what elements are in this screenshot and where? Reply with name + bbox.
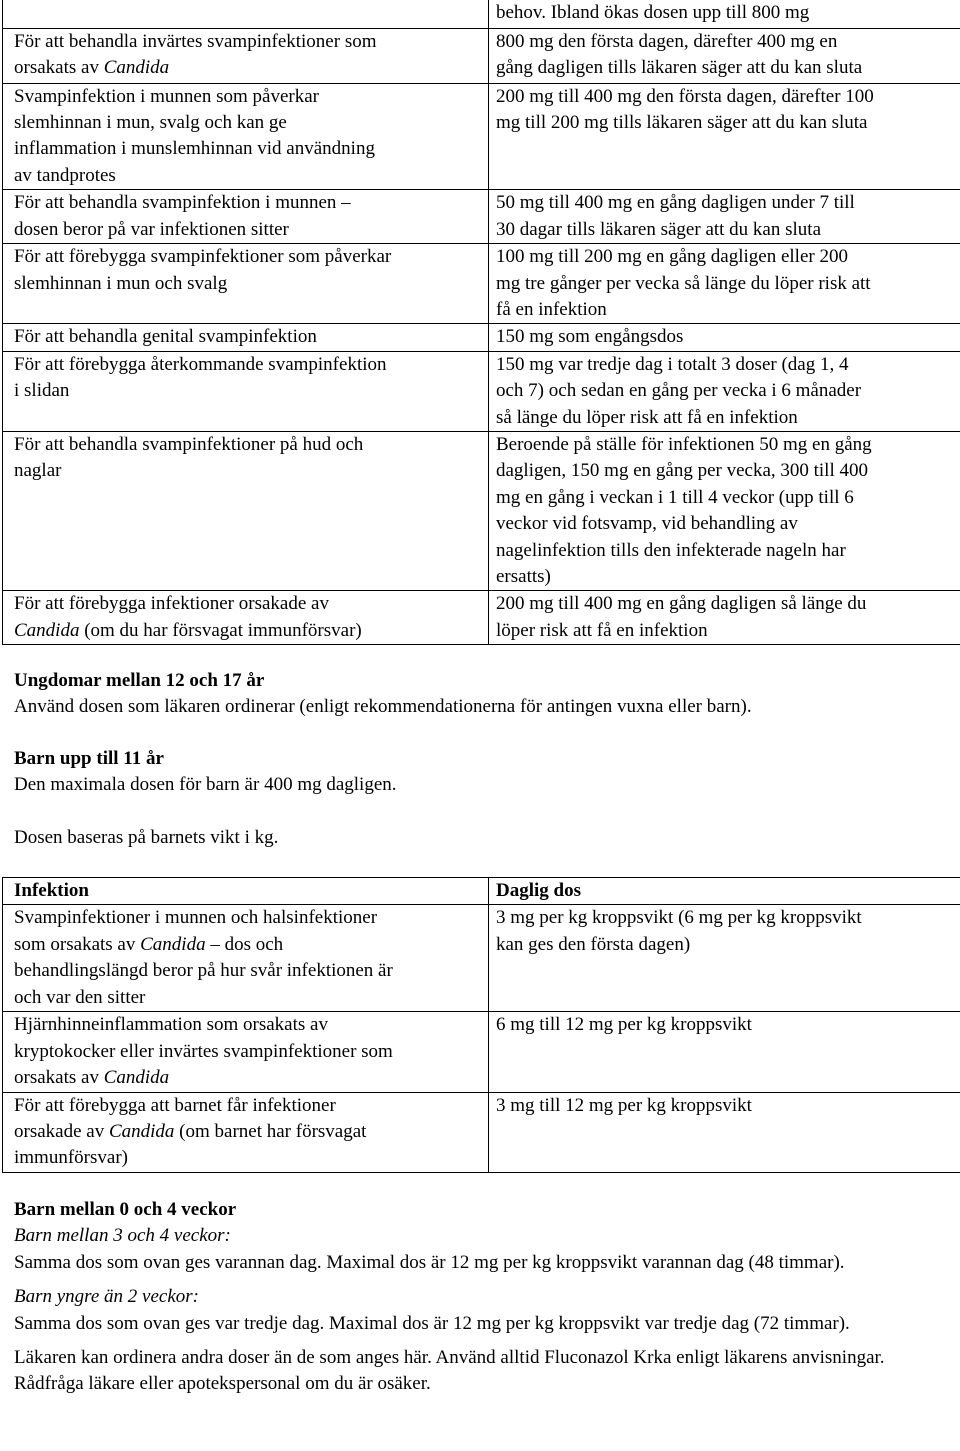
- candida-term: Candida: [14, 619, 80, 641]
- indication-text: immunförsvar): [14, 1147, 128, 1169]
- indication-text: orsakats av: [14, 1067, 104, 1089]
- adult-dosage-table: [2, 0, 960, 645]
- indication-cell: [3, 1092, 489, 1172]
- column-header: Daglig dos: [496, 880, 581, 901]
- candida-term: Candida: [103, 56, 170, 78]
- dose-text: 50 mg till 400 mg en gång dagligen under 7 till: [496, 192, 855, 214]
- indication-cell: [3, 190, 489, 244]
- dose-cell: [489, 324, 960, 351]
- dose-cell: [489, 190, 960, 244]
- table-row: [3, 28, 960, 83]
- dose-text: dagligen, 150 mg en gång per vecka, 300 till 400: [496, 460, 868, 482]
- dose-text: veckor vid fotsvamp, vid behandling av: [496, 513, 798, 535]
- dose-cell: [489, 83, 960, 190]
- candida-term: Candida: [103, 1067, 170, 1089]
- indication-text: Hjärnhinneinflammation som orsakats av: [14, 1014, 328, 1036]
- dose-text: 3 mg till 12 mg per kg kroppsvikt: [496, 1094, 752, 1116]
- dose-text: 30 dagar tills läkaren säger att du kan sluta: [496, 218, 822, 240]
- indication-text: inflammation i munslemhinnan vid användning: [14, 138, 375, 160]
- header-cell: [3, 878, 489, 905]
- dose-cell: [489, 351, 960, 431]
- subheading: Barn mellan 3 och 4 veckor:: [14, 1225, 231, 1247]
- indication-cell: [3, 324, 489, 351]
- dose-text: 200 mg till 400 mg en gång dagligen så länge du: [496, 593, 867, 615]
- indication-cell: [3, 351, 489, 431]
- indication-text: [14, 932, 480, 958]
- table-row: [3, 591, 960, 645]
- indication-text: [14, 55, 480, 81]
- closing-text: Läkaren kan ordinera andra doser än de som anges här. Använd alltid Fluconazol Krka enligt läkarens anvisningar. Rådfråga läkare eller apotekspersonal om du är osäker.: [14, 1347, 885, 1395]
- header-cell: [489, 878, 960, 905]
- dose-cell: [489, 1012, 960, 1092]
- dose-text: Beroende på ställe för infektionen 50 mg en gång: [496, 433, 872, 455]
- indication-cell: [3, 28, 489, 83]
- section-heading: Barn upp till 11 år: [14, 748, 164, 769]
- indication-text: naglar: [14, 460, 62, 482]
- indication-text: För att behandla invärtes svampinfektioner som: [14, 30, 377, 52]
- column-header: Infektion: [14, 880, 89, 901]
- indication-text: [14, 618, 480, 644]
- candida-term: Candida: [108, 1121, 175, 1143]
- indication-text: För att behandla genital svampinfektion: [14, 326, 317, 348]
- dose-cell: [489, 431, 960, 590]
- indication-cell: [3, 1012, 489, 1092]
- dose-cell: [489, 1092, 960, 1172]
- dose-text: kan ges den första dagen): [496, 933, 691, 955]
- table-row: [3, 324, 960, 351]
- dose-text: 800 mg den första dagen, därefter 400 mg en: [496, 30, 838, 52]
- dose-text: mg till 200 mg tills läkaren säger att du kan sluta: [496, 111, 868, 133]
- indication-text: orsakade av: [14, 1121, 109, 1143]
- dose-text: så länge du löper risk att få en infektion: [496, 406, 798, 428]
- table-row: [3, 1012, 960, 1092]
- dose-cell: [489, 244, 960, 324]
- indication-cell: [3, 0, 489, 28]
- dose-text: få en infektion: [496, 298, 607, 320]
- indication-text: (om du har försvagat immunförsvar): [79, 619, 362, 641]
- indication-text: behandlingslängd beror på hur svår infektionen är: [14, 960, 393, 982]
- children-dosage-table: [2, 877, 960, 1173]
- indication-text: För att förebygga infektioner orsakade av: [14, 593, 329, 615]
- indication-cell: [3, 431, 489, 590]
- section-text: Använd dosen som läkaren ordinerar (enligt rekommendationerna för antingen vuxna eller barn).: [14, 696, 752, 718]
- indication-cell: [3, 244, 489, 324]
- indication-text: av tandprotes: [14, 164, 116, 186]
- indication-text: slemhinnan i mun och svalg: [14, 272, 228, 294]
- dose-text: behov. Ibland ökas dosen upp till 800 mg: [496, 2, 810, 23]
- indication-text: och var den sitter: [14, 986, 146, 1008]
- indication-text: Svampinfektion i munnen som påverkar: [14, 85, 319, 107]
- indication-text: För att förebygga att barnet får infektioner: [14, 1094, 336, 1116]
- table-row: [3, 83, 960, 190]
- section-text: Den maximala dosen för barn är 400 mg dagligen.: [14, 774, 397, 796]
- indication-text: För att behandla svampinfektion i munnen –: [14, 192, 351, 214]
- dose-text: löper risk att få en infektion: [496, 619, 708, 641]
- table-row: [3, 244, 960, 324]
- dose-text: ersatts): [496, 566, 551, 587]
- indication-text: orsakats av: [14, 56, 104, 78]
- indication-text: – dos och: [205, 933, 284, 955]
- dose-cell: [489, 591, 960, 645]
- dose-text: och 7) och sedan en gång per vecka i 6 månader: [496, 380, 862, 402]
- indication-text: För att förebygga återkommande svampinfektion: [14, 353, 387, 375]
- indication-text: [14, 1065, 480, 1091]
- indication-text: För att förebygga svampinfektioner som påverkar: [14, 246, 392, 268]
- table-row: [3, 1092, 960, 1172]
- indication-text: Svampinfektioner i munnen och halsinfektioner: [14, 907, 378, 929]
- dose-cell: [489, 0, 960, 28]
- dose-cell: [489, 28, 960, 83]
- dose-text: nagelinfektion tills den infekterade nageln har: [496, 539, 846, 561]
- indication-text: som orsakats av: [14, 933, 141, 955]
- indication-text: dosen beror på var infektionen sitter: [14, 218, 289, 240]
- indication-cell: [3, 905, 489, 1012]
- section-heading: Ungdomar mellan 12 och 17 år: [14, 670, 265, 691]
- dose-cell: [489, 905, 960, 1012]
- section-text: Samma dos som ovan ges varannan dag. Maximal dos är 12 mg per kg kroppsvikt varannan dag (48 timmar).: [14, 1251, 845, 1273]
- teens-section: [14, 668, 944, 721]
- children-section: [14, 746, 944, 851]
- newborn-section: [14, 1197, 944, 1398]
- indication-text: i slidan: [14, 380, 70, 402]
- candida-term: Candida: [140, 933, 206, 955]
- dose-text: 3 mg per kg kroppsvikt (6 mg per kg kroppsvikt: [496, 907, 862, 929]
- dose-text: gång dagligen tills läkaren säger att du kan sluta: [496, 56, 863, 78]
- table-header-row: [3, 878, 960, 905]
- section-text: Samma dos som ovan ges var tredje dag. Maximal dos är 12 mg per kg kroppsvikt var tredje dag (72 timmar).: [14, 1312, 850, 1334]
- indication-cell: [3, 83, 489, 190]
- dose-text: mg tre gånger per vecka så länge du löper risk att: [496, 272, 871, 294]
- table-row: [3, 431, 960, 590]
- dose-text: 200 mg till 400 mg den första dagen, därefter 100: [496, 85, 874, 107]
- dose-text: 6 mg till 12 mg per kg kroppsvikt: [496, 1014, 752, 1036]
- indication-text: slemhinnan i mun, svalg och kan ge: [14, 111, 287, 133]
- dose-text: 150 mg som engångsdos: [496, 326, 684, 348]
- section-text: Dosen baseras på barnets vikt i kg.: [14, 826, 279, 848]
- dose-text: 150 mg var tredje dag i totalt 3 doser (dag 1, 4: [496, 353, 849, 375]
- indication-text: kryptokocker eller invärtes svampinfektioner som: [14, 1040, 393, 1062]
- subheading: Barn yngre än 2 veckor:: [14, 1286, 200, 1308]
- table-row: [3, 351, 960, 431]
- dose-text: 100 mg till 200 mg en gång dagligen eller 200: [496, 246, 848, 268]
- indication-cell: [3, 591, 489, 645]
- dose-text: mg en gång i veckan i 1 till 4 veckor (upp till 6: [496, 486, 854, 508]
- indication-text: För att behandla svampinfektioner på hud och: [14, 433, 364, 455]
- section-heading: Barn mellan 0 och 4 veckor: [14, 1199, 237, 1220]
- table-row: [3, 0, 960, 28]
- table-row: [3, 905, 960, 1012]
- indication-text: (om barnet har försvagat: [174, 1121, 367, 1143]
- indication-text: [14, 1119, 480, 1145]
- table-row: [3, 190, 960, 244]
